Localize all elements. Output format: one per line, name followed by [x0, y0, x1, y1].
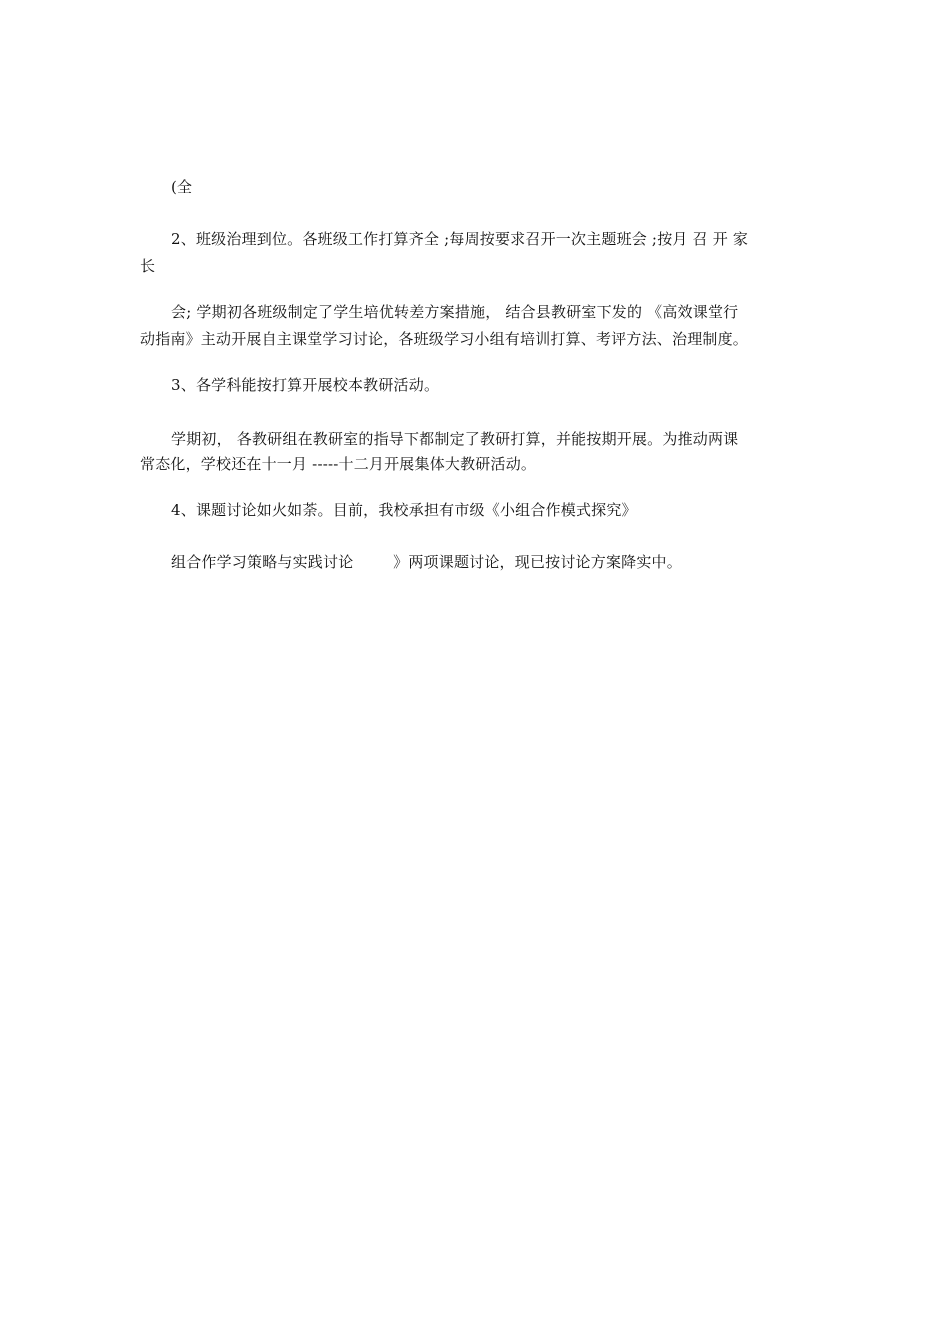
paragraph-semester-plan-line1: 会; 学期初各班级制定了学生培优转差方案措施， 结合县教研室下发的 《高效课堂行 [171, 303, 739, 321]
text-fragment: (全 [171, 178, 193, 196]
paragraph-topic-research: 4、课题讨论如火如荼。目前，我校承担有市级《小组合作模式探究》 [171, 501, 637, 519]
paragraph-semester-plan-line2: 动指南》主动开展自主课堂学习讨论，各班级学习小组有培训打算、考评方法、治理制度。 [140, 330, 749, 348]
paragraph-topic-projects: 组合作学习策略与实践讨论 》两项课题讨论，现已按讨论方案降实中。 [171, 553, 682, 571]
paragraph-class-management-line1: 2、班级治理到位。各班级工作打算齐全 ;每周按要求召开一次主题班会 ;按月 召 开 家 [171, 230, 749, 248]
paragraph-class-management-line2: 长 [140, 257, 156, 275]
paragraph-research-group-line1: 学期初， 各教研组在教研室的指导下都制定了教研打算，并能按期开展。为推动两课 [171, 430, 739, 448]
paragraph-subject-research: 3、各学科能按打算开展校本教研活动。 [171, 376, 440, 394]
paragraph-research-group-line2: 常态化，学校还在十一月 -----十二月开展集体大教研活动。 [140, 455, 537, 473]
